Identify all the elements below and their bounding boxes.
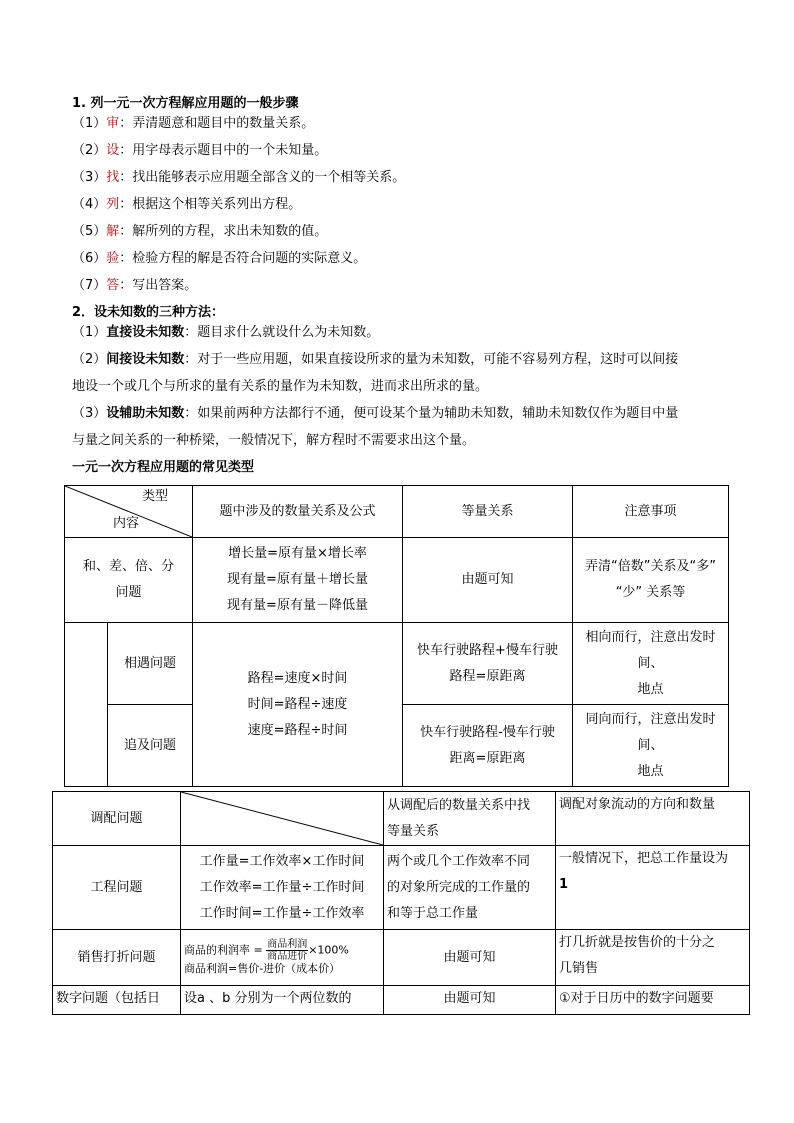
note-line: 间、 [637, 655, 664, 671]
step-text: ：用字母表示题目中的一个未知量。 [119, 143, 328, 158]
note-line: 一般情况下，把总工作量设为 [559, 851, 729, 866]
relation-line: 等量关系 [387, 823, 440, 839]
step-line [72, 142, 327, 160]
problem-type-cell: 调配问题 [53, 792, 181, 846]
note-cell: 调配对象流动的方向和数量 [556, 792, 750, 846]
types-table-2 [52, 791, 749, 1014]
step-no: （1） [72, 116, 107, 131]
method-continuation: 地设一个或几个与所求的量有关系的量作为未知数，进而求出所求的量。 [72, 379, 489, 394]
formula-line: 增长量=原有量×增长率 [228, 546, 367, 561]
relation-cell: 由题可知 [384, 986, 556, 1015]
profit-rate-formula [184, 939, 380, 962]
note-line: 地点 [637, 763, 664, 779]
step-key: 审 [106, 116, 120, 131]
note-line: “少” 关系等 [615, 585, 686, 600]
section1-title: 1. 列一元一次方程解应用题的一般步骤 [72, 96, 299, 111]
diagonal-label-content: 内容 [113, 516, 140, 531]
method-key: 直接设未知数 [106, 325, 185, 340]
problem-type-line: 问题 [115, 585, 142, 600]
formula-cell [193, 623, 403, 787]
problem-type-cell: 工程问题 [53, 846, 181, 930]
note-line: 几销售 [559, 961, 599, 976]
step-text: ：弄清题意和题目中的数量关系。 [119, 116, 315, 131]
relation-line: 快车行驶路程-慢车行驶 [420, 724, 555, 740]
note-cell [556, 930, 750, 986]
relation-line: 和等于总工作量 [387, 905, 479, 921]
note-cell [573, 705, 729, 787]
method-no: （3） [72, 406, 107, 421]
relation-line: 的对象所完成的工作量的 [387, 879, 531, 895]
method-line [72, 324, 379, 342]
relation-line: 距离=原距离 [449, 750, 526, 766]
step-key: 设 [106, 143, 120, 158]
relation-cell [403, 705, 573, 787]
method-text: ：对于一些应用题，如果直接设所求的量为未知数，可能不容易列方程，这时可以间接 [184, 352, 679, 367]
profit-formula: 商品利润=售价-进价（成本价） [184, 962, 341, 975]
step-text: ：找出能够表示应用题全部含义的一个相等关系。 [119, 170, 406, 185]
method-key: 设辅助未知数 [106, 406, 185, 421]
step-no: （7） [72, 278, 107, 293]
formula-cell [181, 846, 384, 930]
step-key: 验 [106, 251, 120, 266]
formula-line: 工作效率=工作量÷工作时间 [199, 879, 365, 895]
step-text: ：写出答案。 [119, 278, 198, 293]
step-key: 找 [106, 170, 120, 185]
formula-line: 时间=路程÷速度 [247, 696, 348, 712]
problem-type-cell [65, 538, 193, 623]
method-text: ：如果前两种方法都行不通，便可设某个量为辅助未知数，辅助未知数仅作为题目中量 [184, 406, 679, 421]
formula-line: 路程=速度×时间 [247, 670, 348, 686]
formula-line: 工作时间=工作量÷工作效率 [199, 905, 365, 921]
diagonal-line [181, 792, 383, 845]
step-line [72, 250, 366, 268]
relation-cell [403, 623, 573, 705]
step-no: （5） [72, 224, 107, 239]
step-line [72, 115, 314, 133]
problem-type-cell: 相遇问题 [108, 623, 193, 705]
step-no: （3） [72, 170, 107, 185]
step-key: 解 [106, 224, 120, 239]
method-line [72, 351, 678, 369]
note-cell: ①对于日历中的数字问题要 [556, 986, 750, 1015]
formula-line: 工作量=工作效率×工作时间 [199, 853, 365, 869]
section2-title: 2．设未知数的三种方法： [72, 305, 225, 320]
step-key: 答 [106, 278, 120, 293]
relation-line: 从调配后的数量关系中找 [387, 797, 531, 813]
step-line [72, 223, 327, 241]
formula-line: 速度=路程÷时间 [247, 722, 348, 738]
relation-line: 快车行驶路程+慢车行驶 [417, 642, 558, 658]
fraction-numerator: 商品利润 [267, 939, 308, 950]
formula-suffix: ×100% [308, 943, 349, 957]
note-line: 1 [559, 877, 569, 892]
step-line [72, 277, 197, 295]
relation-cell [384, 846, 556, 930]
note-cell [573, 623, 729, 705]
note-line: 同向而行，注意出发时 [585, 711, 716, 727]
problem-type-cell: 追及问题 [108, 705, 193, 787]
note-line: 相向而行，注意出发时 [585, 629, 716, 645]
problem-type-line: 和、差、倍、分 [82, 559, 174, 574]
diagonal-cell [181, 792, 384, 846]
step-no: （6） [72, 251, 107, 266]
formula-cell: 设a 、b 分别为一个两位数的 [181, 986, 384, 1015]
method-text: ：题目求什么就设什么为未知数。 [184, 325, 380, 340]
note-line: 间、 [637, 737, 664, 753]
relation-line: 两个或几个工作效率不同 [387, 853, 531, 869]
formula-line: 现有量=原有量＋增长量 [227, 572, 368, 587]
method-key: 间接设未知数 [106, 352, 185, 367]
travel-group-cell [65, 623, 108, 787]
step-text: ：根据这个相等关系列出方程。 [119, 197, 302, 212]
note-cell [556, 846, 750, 930]
method-continuation: 与量之间关系的一种桥梁，一般情况下，解方程时不需要求出这个量。 [72, 433, 476, 448]
step-key: 列 [106, 197, 120, 212]
relation-line: 路程=原距离 [449, 668, 526, 684]
step-no: （2） [72, 143, 107, 158]
step-line [72, 169, 405, 187]
step-no: （4） [72, 197, 107, 212]
step-line [72, 196, 301, 214]
problem-type-cell: 数字问题（包括日 [53, 986, 181, 1015]
column-header: 注意事项 [573, 486, 729, 538]
step-text: ：解所列的方程，求出未知数的值。 [119, 224, 328, 239]
note-line: 弄清“倍数”关系及“多” [585, 559, 716, 574]
relation-cell: 由题可知 [403, 538, 573, 623]
formula-line: 现有量=原有量－降低量 [227, 598, 368, 613]
fraction-denominator: 商品进价 [267, 951, 308, 962]
method-no: （1） [72, 325, 107, 340]
formula-prefix: 商品的利润率 = [184, 943, 263, 957]
relation-cell: 由题可知 [384, 930, 556, 986]
section3-title: 一元一次方程应用题的常见类型 [72, 460, 255, 475]
formula-cell [181, 930, 384, 986]
column-header: 等量关系 [403, 486, 573, 538]
method-line [72, 405, 678, 423]
column-header: 题中涉及的数量关系及公式 [193, 486, 403, 538]
types-table-1 [64, 485, 728, 786]
step-text: ：检验方程的解是否符合问题的实际意义。 [119, 251, 367, 266]
formula-cell [193, 538, 403, 623]
relation-cell [384, 792, 556, 846]
note-line: 地点 [637, 681, 664, 697]
diagonal-label-type: 类型 [141, 489, 168, 504]
method-no: （2） [72, 352, 107, 367]
note-cell [573, 538, 729, 623]
fraction [266, 939, 308, 962]
note-line: 打几折就是按售价的十分之 [559, 935, 716, 950]
diagonal-header-cell [65, 486, 193, 538]
problem-type-cell: 销售打折问题 [53, 930, 181, 986]
